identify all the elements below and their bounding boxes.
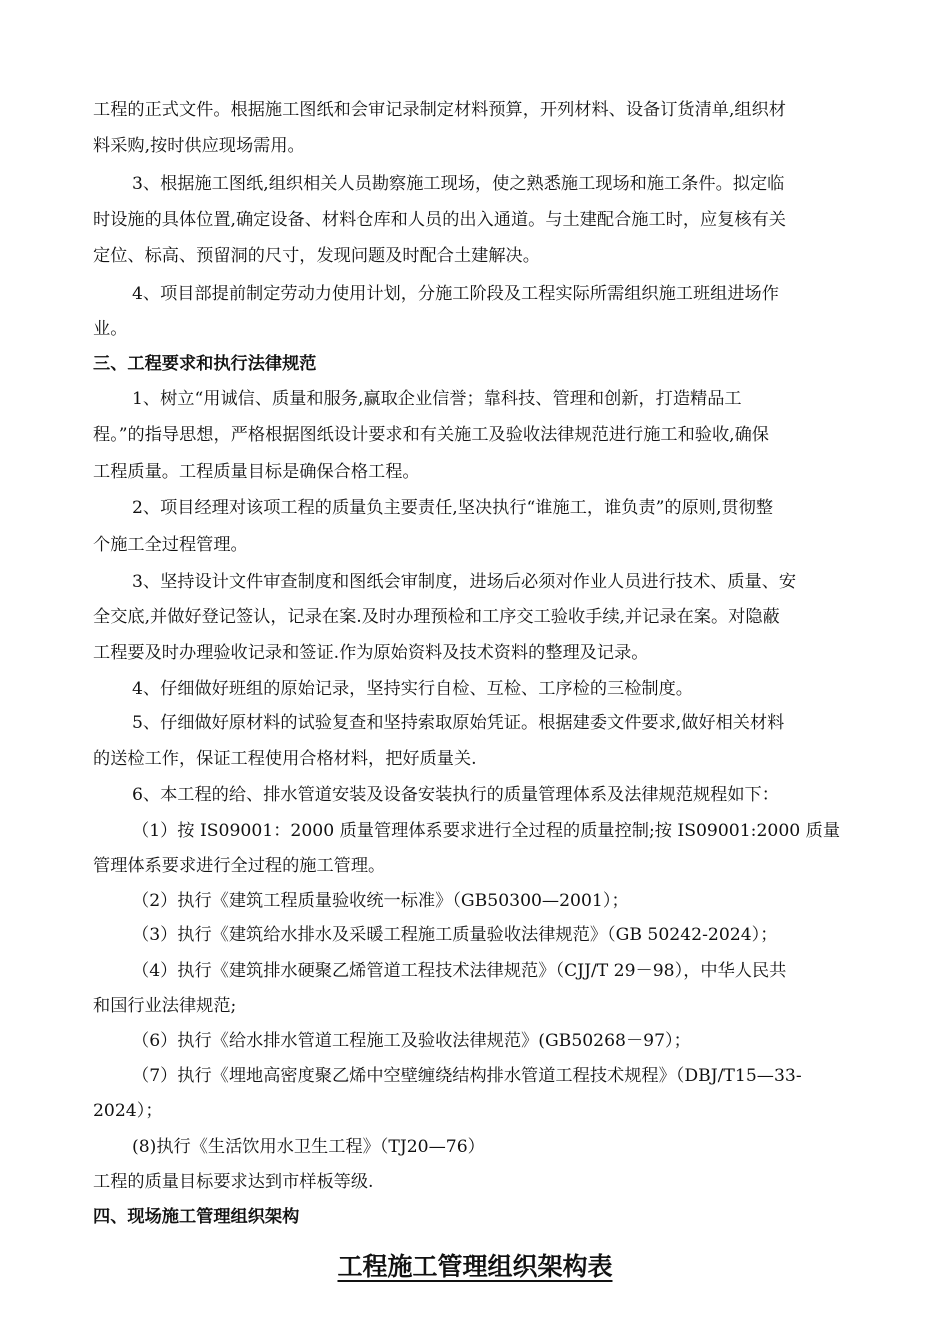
paragraph-line: 3、根据施工图纸,组织相关人员勘察施工现场，使之熟悉施工现场和施工条件。拟定临 — [132, 174, 785, 194]
section-heading-3: 三、工程要求和执行法律规范 — [93, 354, 317, 374]
paragraph-line: 工程质量。工程质量目标是确保合格工程。 — [93, 462, 420, 482]
paragraph-line: 3、坚持设计文件审查制度和图纸会审制度，进场后必须对作业人员进行技术、质量、安 — [132, 572, 797, 592]
paragraph-line: （2）执行《建筑工程质量验收统一标准》（GB50300—2001）； — [132, 891, 629, 911]
paragraph-line: 工程要及时办理验收记录和签证.作为原始资料及技术资料的整理及记录。 — [93, 643, 649, 663]
paragraph-line: 5、仔细做好原材料的试验复查和坚持索取原始凭证。根据建委文件要求,做好相关材料 — [132, 713, 785, 733]
paragraph-line: 个施工全过程管理。 — [93, 535, 248, 555]
paragraph-line: （1）按 IS09001：2000 质量管理体系要求进行全过程的质量控制;按 IS09001:2000 质量 — [132, 821, 841, 841]
paragraph-line: （6）执行《给水排水管道工程施工及验收法律规范》(GB50268－97）； — [132, 1031, 691, 1051]
section-heading-4: 四、现场施工管理组织架构 — [93, 1207, 300, 1227]
paragraph-line: 工程的质量目标要求达到市样板等级. — [93, 1172, 374, 1192]
paragraph-line: 管理体系要求进行全过程的施工管理。 — [93, 856, 386, 876]
paragraph-line: 全交底,并做好登记签认，记录在案.及时办理预检和工序交工验收手续,并记录在案。对隐蔽 — [93, 607, 780, 627]
paragraph-line: 1、树立“用诚信、质量和服务,赢取企业信誉；靠科技、管理和创新，打造精品工 — [132, 389, 742, 409]
paragraph-line: (8)执行《生活饮用水卫生工程》（TJ20—76） — [132, 1137, 485, 1157]
paragraph-line: 和国行业法律规范; — [93, 996, 237, 1016]
paragraph-line: （3）执行《建筑给水排水及采暖工程施工质量验收法律规范》（GB 50242-2024）； — [132, 925, 778, 945]
paragraph-line: 业。 — [93, 319, 128, 339]
table-title — [0, 1250, 950, 1284]
paragraph-line: 4、项目部提前制定劳动力使用计划，分施工阶段及工程实际所需组织施工班组进场作 — [132, 284, 779, 304]
paragraph-line: 2024）； — [93, 1101, 163, 1121]
paragraph-line: 的送检工作，保证工程使用合格材料，把好质量关. — [93, 749, 477, 769]
paragraph-line: （7）执行《埋地高密度聚乙烯中空壁缠绕结构排水管道工程技术规程》（DBJ/T15—33- — [132, 1066, 802, 1086]
table-title-text: 工程施工管理组织架构表 — [337, 1252, 613, 1281]
paragraph-line: 定位、标高、预留洞的尺寸，发现问题及时配合土建解决。 — [93, 246, 540, 266]
paragraph-line: 工程的正式文件。根据施工图纸和会审记录制定材料预算，开列材料、设备订货清单,组织材 — [93, 100, 786, 120]
paragraph-line: 时设施的具体位置,确定设备、材料仓库和人员的出入通道。与土建配合施工时，应复核有关 — [93, 210, 786, 230]
paragraph-line: 4、仔细做好班组的原始记录，坚持实行自检、互检、工序检的三检制度。 — [132, 679, 693, 699]
paragraph-line: （4）执行《建筑排水硬聚乙烯管道工程技术法律规范》（CJJ/T 29－98），中华人民共 — [132, 961, 787, 981]
paragraph-line: 料采购,按时供应现场需用。 — [93, 136, 305, 156]
paragraph-line: 程。”的指导思想，严格根据图纸设计要求和有关施工及验收法律规范进行施工和验收,确保 — [93, 425, 769, 445]
paragraph-line: 2、项目经理对该项工程的质量负主要责任,坚决执行“谁施工，谁负责”的原则,贯彻整 — [132, 498, 774, 518]
paragraph-line: 6、本工程的给、排水管道安装及设备安装执行的质量管理体系及法律规范规程如下： — [132, 785, 779, 805]
